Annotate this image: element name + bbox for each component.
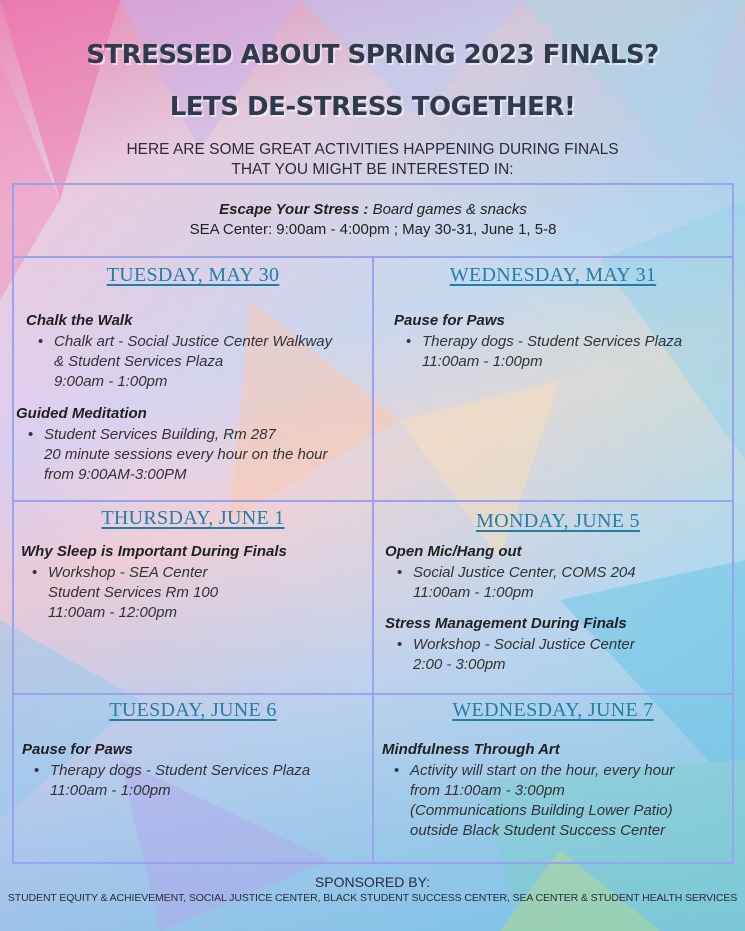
event-details xyxy=(395,563,636,603)
event-title: Pause for Paws xyxy=(394,312,505,329)
page-title-line-1: STRESSED ABOUT SPRING 2023 FINALS? xyxy=(86,40,659,70)
day-heading: THURSDAY, JUNE 1 xyxy=(101,507,285,529)
event-details xyxy=(30,563,218,623)
event-detail: • Social Justice Center, COMS 204 xyxy=(395,563,636,583)
event-detail: • Activity will start on the hour, every hour xyxy=(392,761,674,781)
event-details xyxy=(32,761,310,801)
event-time: 11:00am - 1:00pm xyxy=(50,782,171,799)
event-time: 11:00am - 12:00pm xyxy=(48,604,177,621)
event-time: 9:00am - 1:00pm xyxy=(54,373,168,390)
event-title: Open Mic/Hang out xyxy=(385,543,522,560)
event-detail: • Student Services Building, Rm 287 xyxy=(26,425,328,445)
event-detail: 20 minute sessions every hour on the hour xyxy=(44,446,328,463)
event-detail: • Workshop - SEA Center xyxy=(30,563,218,583)
event-time: 11:00am - 1:00pm xyxy=(413,584,534,601)
event-location: outside Black Student Success Center xyxy=(410,822,666,839)
intro-line-1: HERE ARE SOME GREAT ACTIVITIES HAPPENING DURING FINALS xyxy=(126,141,619,158)
featured-event xyxy=(14,200,732,220)
page-title-line-2: LETS DE-STRESS TOGETHER! xyxy=(169,92,576,122)
day-heading: WEDNESDAY, MAY 31 xyxy=(449,264,657,286)
day-heading: MONDAY, JUNE 5 xyxy=(476,510,640,532)
event-detail: • Workshop - Social Justice Center xyxy=(395,635,635,655)
featured-event-desc: Board games & snacks xyxy=(368,201,527,218)
event-detail: • Therapy dogs - Student Services Plaza xyxy=(32,761,310,781)
event-title: Mindfulness Through Art xyxy=(382,741,560,758)
event-title: Guided Meditation xyxy=(16,405,147,422)
sponsor-list: STUDENT EQUITY & ACHIEVEMENT, SOCIAL JUSTICE CENTER, BLACK STUDENT SUCCESS CENTER, SEA CENTER & STUDENT HEALTH SERVICES xyxy=(7,892,738,904)
event-title: Stress Management During Finals xyxy=(385,615,627,632)
event-details xyxy=(36,332,332,392)
intro-line-2: THAT YOU MIGHT BE INTERESTED IN: xyxy=(231,161,514,178)
event-detail: & Student Services Plaza xyxy=(54,353,224,370)
event-time: from 9:00AM-3:00PM xyxy=(44,466,187,483)
event-details xyxy=(395,635,635,675)
event-details xyxy=(404,332,682,372)
event-location: (Communications Building Lower Patio) xyxy=(410,802,673,819)
event-time: 11:00am - 1:00pm xyxy=(422,353,543,370)
sponsor-label: SPONSORED BY: xyxy=(314,874,431,890)
event-detail: • Therapy dogs - Student Services Plaza xyxy=(404,332,682,352)
event-detail: • Chalk art - Social Justice Center Walkway xyxy=(36,332,332,352)
event-time: 2:00 - 3:00pm xyxy=(413,656,506,673)
event-title: Chalk the Walk xyxy=(26,312,133,329)
event-title: Pause for Paws xyxy=(22,741,133,758)
event-time: from 11:00am - 3:00pm xyxy=(410,782,565,799)
event-details xyxy=(26,425,328,485)
featured-event-name: Escape Your Stress : xyxy=(219,201,369,218)
event-details xyxy=(392,761,674,841)
event-detail: Student Services Rm 100 xyxy=(48,584,219,601)
event-title: Why Sleep is Important During Finals xyxy=(21,543,287,560)
day-heading: TUESDAY, JUNE 6 xyxy=(109,699,277,721)
day-heading: WEDNESDAY, JUNE 7 xyxy=(452,699,654,721)
featured-event-details: SEA Center: 9:00am - 4:00pm ; May 30-31, June 1, 5-8 xyxy=(189,221,557,238)
day-heading: TUESDAY, MAY 30 xyxy=(106,264,280,286)
